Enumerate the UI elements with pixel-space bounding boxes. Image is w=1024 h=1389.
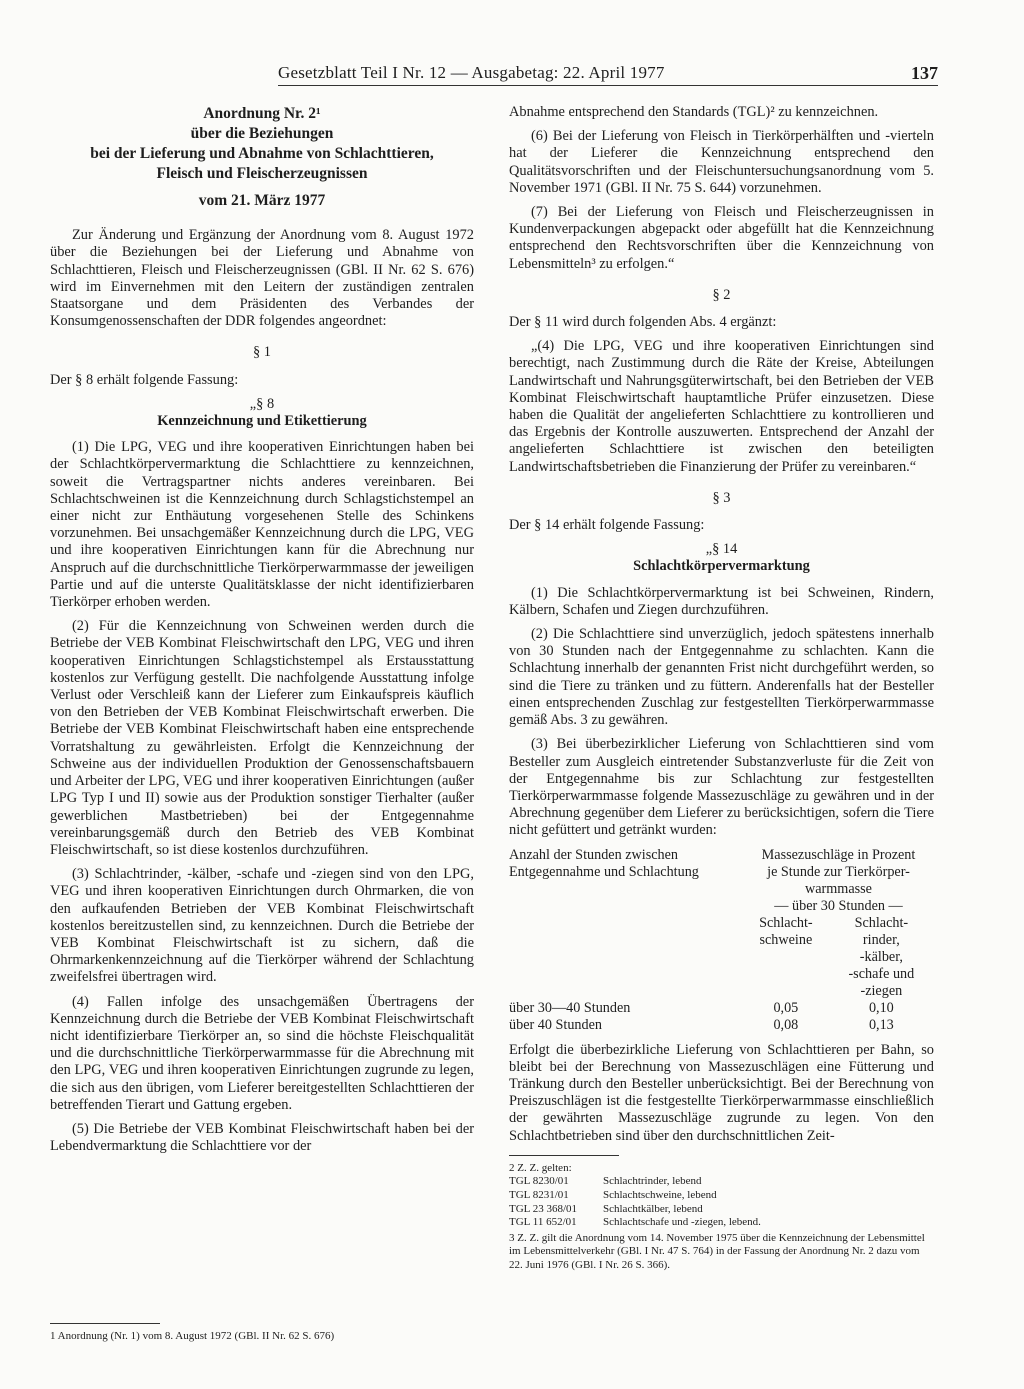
intro-paragraph: Zur Änderung und Ergänzung der Anordnung vom 8. August 1972 über die Beziehungen bei der Lieferung und Abnahme von Schlachttieren, Fleisch und Fleischerzeugnissen (GBl. II Nr. 62 S. 676) wird im Einvernehmen mit den Leitern der zuständigen zentralen Staatsorgane und dem Präsidenten des Verbandes der Konsumgenossenschaften der DDR folgendes angeordnet: xyxy=(50,227,474,330)
header-text: Entgegennahme und Schlachtung xyxy=(509,863,699,880)
header-text: warmmasse xyxy=(805,880,872,897)
tgl-code: TGL 11 652/01 xyxy=(509,1216,577,1229)
tgl-text: Schlachtschafe und -ziegen, lebend. xyxy=(603,1216,761,1229)
page-header xyxy=(278,63,938,87)
header-rule xyxy=(278,85,938,86)
footnote-rule xyxy=(50,1323,160,1324)
title-line: über die Beziehungen xyxy=(190,125,334,142)
header-cell-hours xyxy=(509,847,743,915)
footnote-rule xyxy=(509,1155,619,1156)
section-heading: § 3 xyxy=(712,489,731,506)
header-text: je Stunde zur Tierkörper- xyxy=(767,863,910,880)
footnote-2-intro: 2 Z. Z. gelten: xyxy=(509,1161,572,1174)
cell-value: 0,13 xyxy=(868,1016,894,1033)
paragraph: (4) Fallen infolge des unsachgemäßen Übertragens der Kennzeichnung durch die Betriebe der VEB Kombinat Fleischwirtschaft nicht identifizierbare Tierkörper an, so sind die höchste Fleischqualität und die durchschnittliche Tierkörperwarmmasse für die Abrechnung mit den LPG, VEG und ihren kooperativen Einrichtungen zugrunde zu legen, die sich aus den übrigen, vom Lieferer bereitgestellten Schlachttieren der betreffenden Tierart und Gattung ergeben. xyxy=(50,993,474,1113)
empty-cell xyxy=(509,915,743,1000)
paragraph: (6) Bei der Lieferung von Fleisch in Tierkörperhälften und -vierteln hat der Lieferer die Kennzeichnung entsprechend den Qualitätsvorschriften und der Fleischuntersuchungsanordnung vom 5. November 1971 (GBl. II Nr. 75 S. 644) vorzunehmen. xyxy=(509,128,934,196)
paragraph: Abnahme entsprechend den Standards (TGL)² zu kennzeichnen. xyxy=(509,104,879,120)
paragraph: Erfolgt die überbezirkliche Lieferung von Schlachttieren per Bahn, so bleibt bei der Berechnung von Massezuschlägen eine Fütterung und Tränkung durch den Besteller unberücksichtigt. Bei der Berechnung von Preiszuschlägen ist die festgestellte Tierkörperwarmmasse einschließlich der gewährten Massezuschläge zugrunde zu legen. Von den Schlachtbetrieben sind über den durchschnittlichen Zeit- xyxy=(509,1041,934,1144)
subheading: Kennzeichnung und Etikettierung xyxy=(157,413,367,430)
header-text: -schafe und xyxy=(848,965,915,982)
row-label: über 30—40 Stunden xyxy=(509,999,631,1016)
header-text: -kälber, xyxy=(859,948,903,965)
header-text: Schlacht- xyxy=(854,914,909,931)
header-text: Schlacht- xyxy=(759,914,813,931)
paragraph: (5) Die Betriebe der VEB Kombinat Fleischwirtschaft haben bei der Lebendvermarktung die Schlachttiere vor der xyxy=(50,1120,474,1155)
header-text: -ziegen xyxy=(860,982,903,999)
tgl-code: TGL 23 368/01 xyxy=(509,1202,578,1215)
cell-value: 0,05 xyxy=(773,999,799,1016)
paragraph: (1) Die LPG, VEG und ihre kooperativen Einrichtungen haben bei der Schlachtkörpervermarktung die Schlachttiere zu kennzeichnen, soweit die Vertragspartner nichts anderes vereinbaren. Bei Schlachtschweinen ist die Kennzeichnung durch Schlagstichstempel an einer nicht zur Enthäutung vorgesehenen Stelle des Schinkens vorzunehmen. Bei unsachgemäßer Kennzeichnung durch die LPG, VEG und ihre kooperativen Einrichtungen kann für die Abrechnung nur Anspruch auf die durchschnittliche Tierkörperwarmmasse der jeweiligen Partie und auf die unterste Qualitätsklasse der nicht identifizierbaren Tierkörper erhoben werden. xyxy=(50,439,474,611)
paragraph: (3) Bei überbezirklicher Lieferung von Schlachttieren sind vom Besteller zum Ausgleich eintretender Substanzverluste für die Zeit von der Entgegennahme bis zur Schlachtung zur festgestellten Tierkörperwarmmasse folgende Massezuschläge zu gewähren und in der Abrechnung gegenüber dem Lieferer zu berücksichtigen, sofern die Tiere nicht gefüttert und getränkt wurden: xyxy=(509,736,934,839)
footnote-3: 3 Z. Z. gilt die Anordnung vom 14. November 1975 über die Kennzeichnung der Lebensmittel im Lebensmittelverkehr (GBl. I Nr. 47 S. 764) in der Fassung der Anordnung Nr. 2 dazu vom 22. Juni 1976 (GBl. I Nr. 26 S. 366). xyxy=(509,1231,925,1271)
footnote-1: 1 Anordnung (Nr. 1) vom 8. August 1972 (GBl. II Nr. 62 S. 676) xyxy=(50,1330,335,1342)
subheading: Schlachtkörpervermarktung xyxy=(633,558,810,575)
header-text: Massezuschläge in Prozent xyxy=(761,846,916,863)
table-row xyxy=(509,1000,934,1017)
subheader-cattle xyxy=(829,915,934,1000)
left-column xyxy=(50,104,474,1162)
paragraph: „(4) Die LPG, VEG und ihre kooperativen Einrichtungen sind berechtigt, nach Zustimmung durch die Räte der Kreise, Abteilungen Landwirtschaft und Nahrungsgüterwirtschaft, bei den Betrieben der VEB Kombinat Fleischwirtschaft hauptamtliche Prüfer einzusetzen. Diese haben die Qualität der angelieferten Schlachttiere zu kontrollieren und das Ergebnis der Kontrolle auszuwerten. Entsprechend der Anzahl der angelieferten Schlachttiere ist zwischen den beteiligten Landwirtschaftsbetrieben die Finanzierung der Prüfer zu vereinbaren.“ xyxy=(509,338,934,475)
header-text: schweine xyxy=(759,931,813,948)
subheader-pigs xyxy=(743,915,829,1000)
table-header-row xyxy=(509,847,934,915)
footnotes-left xyxy=(50,1323,474,1344)
tgl-text: Schlachtkälber, lebend xyxy=(603,1202,703,1215)
header-text: rinder, xyxy=(862,931,900,948)
quote-heading: „§ 8 xyxy=(249,395,275,412)
right-column xyxy=(509,104,934,1272)
cell-value: 0,08 xyxy=(773,1016,799,1033)
header-text: Anzahl der Stunden zwischen xyxy=(509,846,679,863)
surcharge-table xyxy=(509,847,934,1034)
tgl-code: TGL 8231/01 xyxy=(509,1188,569,1201)
paragraph: (2) Die Schlachttiere sind unverzüglich, jedoch spätestens innerhalb von 30 Stunden nach der Entgegennahme zu schlachten. Kann die Schlachtung innerhalb der genannten Frist nicht durchgeführt werden, so sind die Tiere zu tränken und zu füttern. Anderenfalls hat der Besteller einen entsprechenden Zuschlag zur festgestellten Tierkörperwarmmasse gemäß Abs. 3 zu gewähren. xyxy=(509,626,934,729)
cell-value: 0,10 xyxy=(868,999,894,1016)
document-date: vom 21. März 1977 xyxy=(198,192,326,209)
header-title: Gesetzblatt Teil I Nr. 12 — Ausgabetag: 22. April 1977 xyxy=(278,63,665,82)
row-label: über 40 Stunden xyxy=(509,1016,602,1033)
tgl-text: Schlachtschweine, lebend xyxy=(603,1188,717,1201)
title-line: bei der Lieferung und Abnahme von Schlachttieren, xyxy=(90,145,434,162)
quote-heading: „§ 14 xyxy=(705,541,738,558)
span-header: — über 30 Stunden — xyxy=(774,897,903,914)
section-heading: § 1 xyxy=(253,344,271,361)
title-line: Fleisch und Fleischerzeugnissen xyxy=(156,165,368,182)
section-lead: Der § 11 wird durch folgenden Abs. 4 ergänzt: xyxy=(509,314,777,331)
paragraph: (2) Für die Kennzeichnung von Schweinen werden durch die Betriebe der VEB Kombinat Fleischwirtschaft den LPG, VEG und ihren kooperativen Einrichtungen Schlagstichstempel als Erstausstattung kostenlos zur Verfügung gestellt. Die nachfolgende Ausstattung infolge Verlust oder Verschleiß kann der Lieferer zum Einkaufspreis käuflich von den Betrieben der VEB Kombinat Fleischwirtschaft erwerben. Die Betriebe der VEB Kombinat Fleischwirtschaft haben eine entsprechende Vorratshaltung zu gewährleisten. Erfolgt die Kennzeichnung der Schweine aus der individuellen Produktion der Genossenschaftsbauern und Arbeiter der LPG, VEG und ihrer kooperativen Einrichtungen (außer LPG Typ I und II) sowie aus der Produktion sonstiger Tierhalter (außer gewerblichen Mastbetrieben) bei der Entgegennahme vereinbarungsgemäß durch den Betrieb des VEB Kombinat Fleischwirtschaft, so ist diese kostenlos durchzuführen. xyxy=(50,618,474,858)
paragraph: (1) Die Schlachtkörpervermarktung ist bei Schweinen, Rindern, Kälbern, Schafen und Ziegen durchzuführen. xyxy=(509,584,934,618)
section-heading: § 2 xyxy=(712,286,731,303)
document-title xyxy=(50,104,474,184)
footnote-2-list xyxy=(509,1175,934,1229)
table-subheader-row xyxy=(509,915,934,1000)
tgl-code: TGL 8230/01 xyxy=(509,1175,569,1188)
paragraph: (3) Schlachtrinder, -kälber, -schafe und -ziegen sind von den LPG, VEG und ihren kooperativen Einrichtungen durch Ohrmarken, die von den aufkaufenden Betrieben der VEB Kombinat Fleischwirtschaft kostenlos bereitzustellen sind, zu kennzeichnen. Durch die Betriebe der VEB Kombinat Fleischwirtschaft ist zu sichern, daß die Ohrmarkenkennzeichnung auf die Tierkörper während der Schlachtung zweifelsfrei übertragen wird. xyxy=(50,866,474,986)
tgl-text: Schlachtrinder, lebend xyxy=(603,1175,702,1188)
paragraph: (7) Bei der Lieferung von Fleisch und Fleischerzeugnissen in Kundenverpackungen abgepackt oder abgefüllt hat die Kennzeichnung entsprechend den Rechtsvorschriften über die Kennzeichnung von Lebensmitteln³ zu erfolgen.“ xyxy=(509,204,934,272)
section-lead: Der § 14 erhält folgende Fassung: xyxy=(509,517,705,534)
section-lead: Der § 8 erhält folgende Fassung: xyxy=(50,371,239,388)
table-row xyxy=(509,1017,934,1034)
page-number: 137 xyxy=(911,63,938,83)
title-line: Anordnung Nr. 2¹ xyxy=(203,105,321,122)
header-cell-surcharge xyxy=(743,847,934,915)
